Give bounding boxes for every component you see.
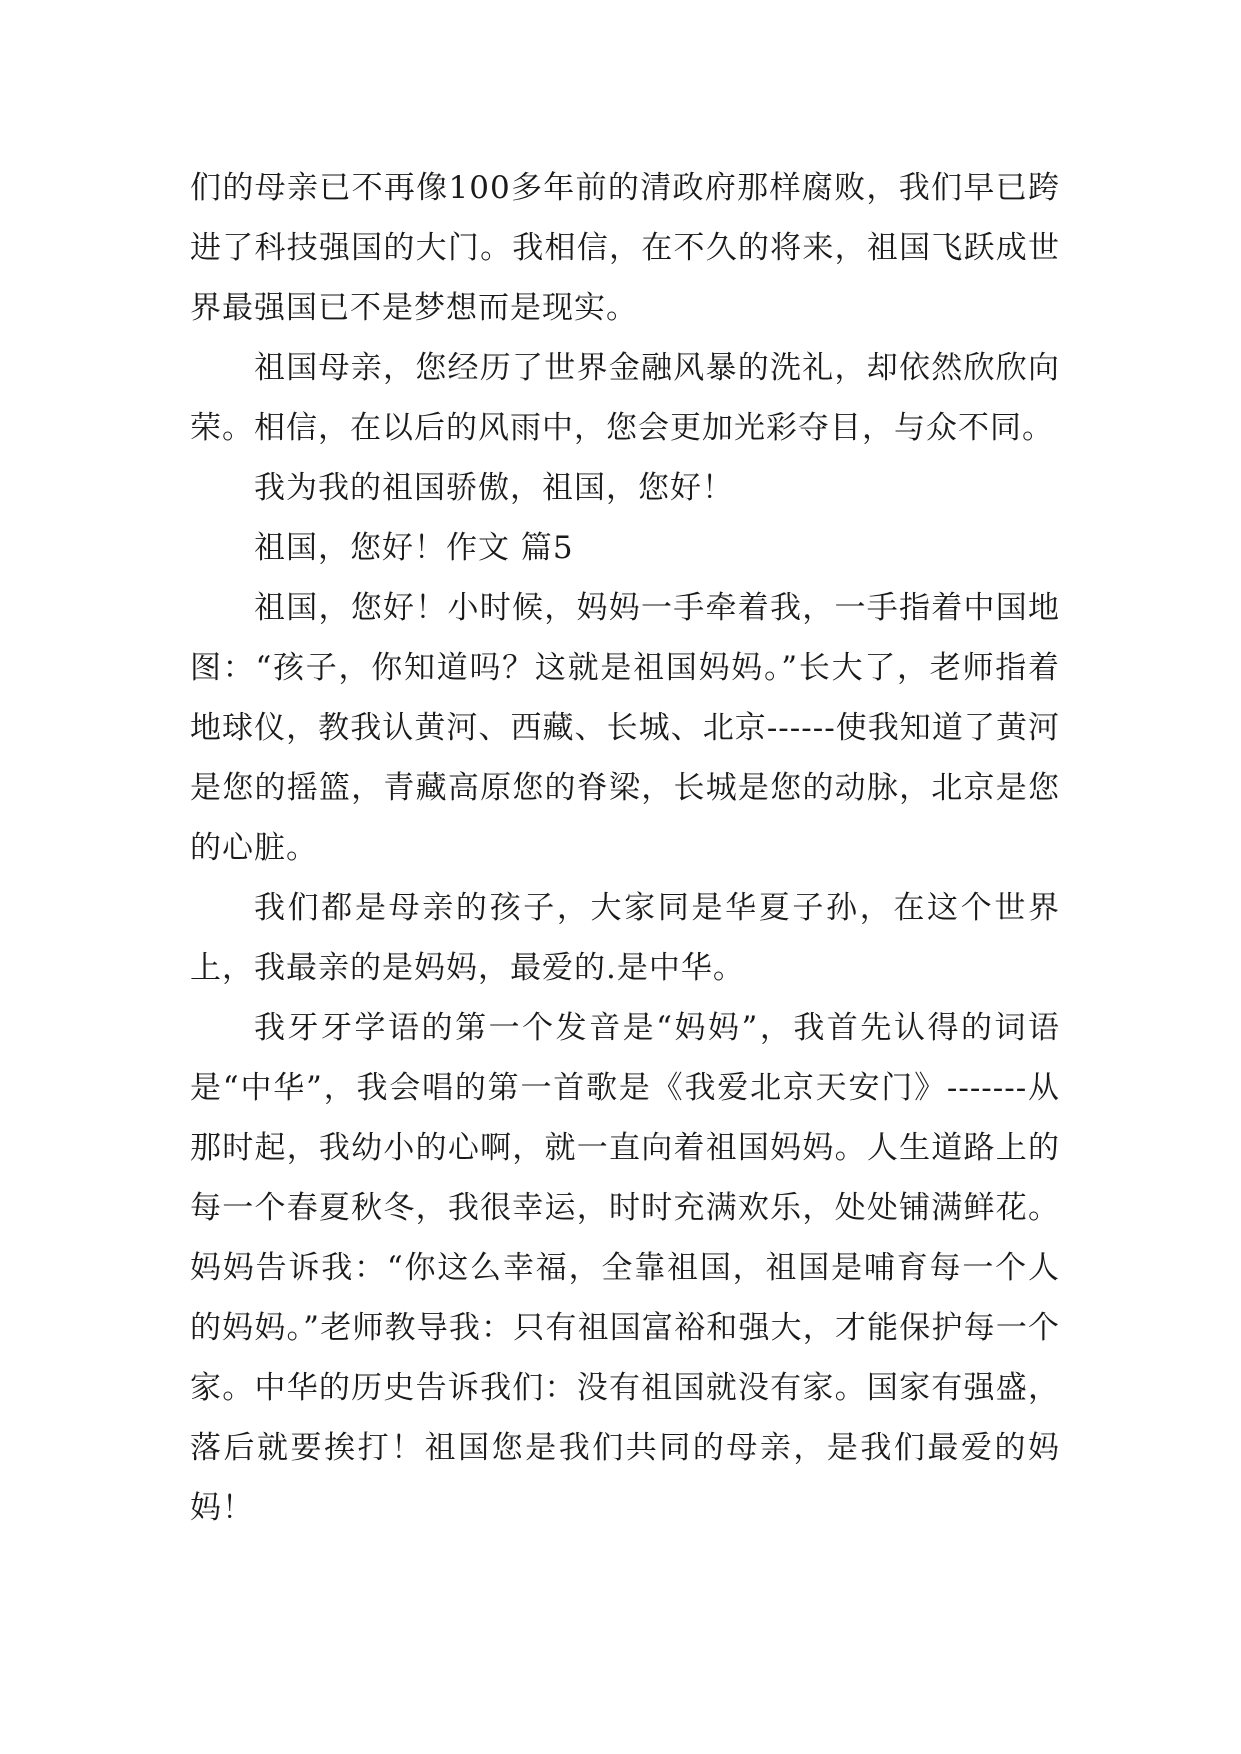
paragraph-7: 我牙牙学语的第一个发音是“妈妈”，我首先认得的词语是“中华”，我会唱的第一首歌是《我爱北京天安门》-------从那时起，我幼小的心啊，就一直向着祖国妈妈。人生道路上的每一个春夏秋冬，我很幸运，时时充满欢乐，处处铺满鲜花。妈妈告诉我：“你这么幸福，全靠祖国，祖国是哺育每一个人的妈妈。”老师教导我：只有祖国富裕和强大，才能保护每一个家。中华的历史告诉我们：没有祖国就没有家。国家有强盛，落后就要挨打！祖国您是我们共同的母亲，是我们最爱的妈妈！ xyxy=(190,1010,1060,1526)
section-heading: 祖国，您好！作文 篇5 xyxy=(254,530,574,566)
paragraph-3: 我为我的祖国骄傲，祖国，您好！ xyxy=(254,470,734,506)
paragraph-1: 们的母亲已不再像100多年前的清政府那样腐败，我们早已跨进了科技强国的大门。我相信，在不久的将来，祖国飞跃成世界最强国已不是梦想而是现实。 xyxy=(190,170,1060,326)
paragraph-6: 我们都是母亲的孩子，大家同是华夏子孙，在这个世界上，我最亲的是妈妈，最爱的.是中华。 xyxy=(190,890,1060,986)
paragraph-2: 祖国母亲，您经历了世界金融风暴的洗礼，却依然欣欣向荣。相信，在以后的风雨中，您会更加光彩夺目，与众不同。 xyxy=(190,350,1060,446)
document-body xyxy=(190,158,1060,1538)
paragraph-5: 祖国，您好！小时候，妈妈一手牵着我，一手指着中国地图：“孩子，你知道吗？这就是祖国妈妈。”长大了，老师指着地球仪，教我认黄河、西藏、长城、北京------使我知道了黄河是您的摇篮，青藏高原您的脊梁，长城是您的动脉，北京是您的心脏。 xyxy=(190,590,1060,866)
